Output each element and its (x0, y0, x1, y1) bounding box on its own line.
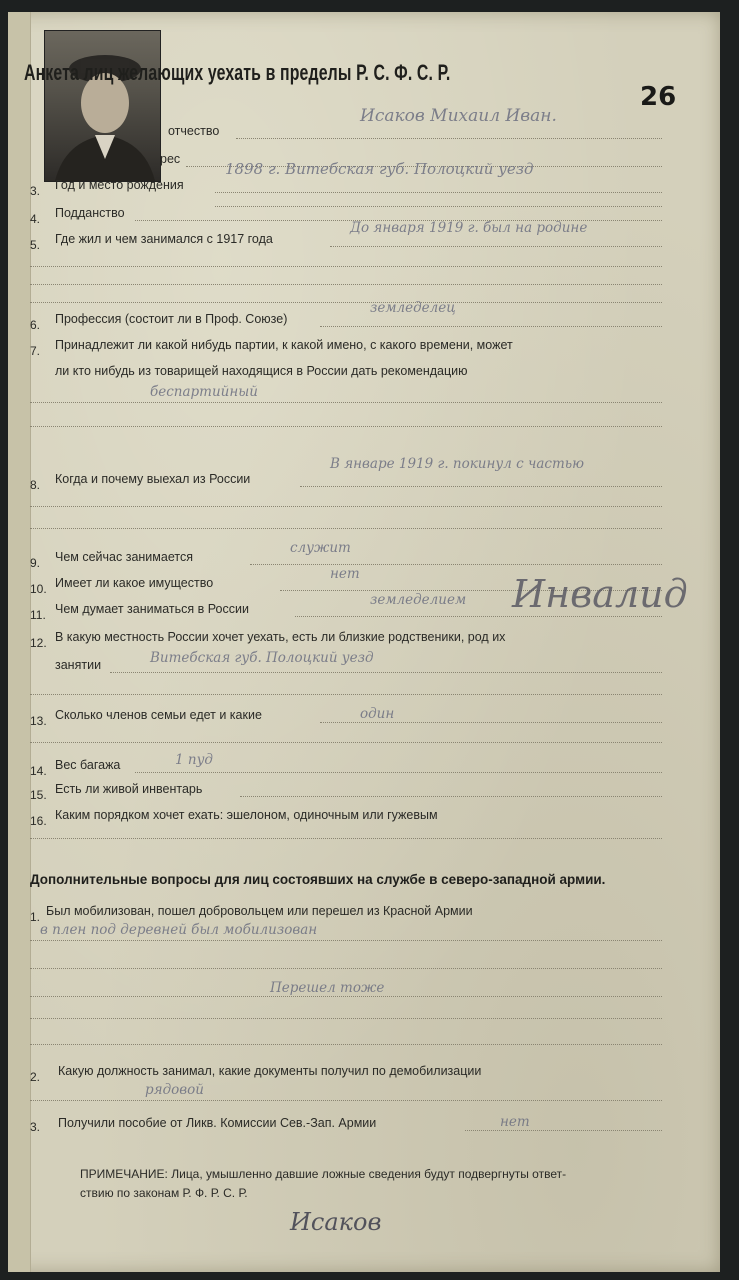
fill-line (30, 940, 662, 941)
extra-number: 3. (30, 1120, 41, 1134)
field-answer: В январе 1919 г. покинул с частью (330, 456, 585, 472)
fill-line (30, 742, 662, 743)
field-label: Где жил и чем занимался с 1917 года (55, 232, 273, 246)
field-label: рес (160, 152, 181, 166)
field-number: 13. (30, 714, 47, 728)
extra-label: Получили пособие от Ликв. Комиссии Сев.-Зап. Армии (58, 1116, 377, 1130)
field-label: Год и место рождения (55, 178, 184, 192)
fill-line (30, 284, 662, 285)
field-number: 4. (30, 212, 41, 226)
field-answer: земледелец (370, 300, 456, 316)
field-number: 11. (30, 608, 46, 622)
field-label: Имеет ли какое имущество (55, 576, 214, 590)
field-number: 14. (30, 764, 47, 778)
form-title: Анкета лиц желающих уехать в пределы Р. С. Ф. С. Р. (24, 60, 451, 85)
fill-line (30, 402, 662, 403)
invalid-stamp: Инвалид (512, 572, 688, 616)
extra-number: 1. (30, 910, 41, 924)
field-label-continued: ли кто нибудь из товарищей находящися в России дать рекомендацию (55, 364, 468, 378)
extra-answer: в плен под деревней был мобилизован (40, 922, 318, 938)
fill-line (30, 302, 662, 303)
extra-number: 2. (30, 1070, 41, 1084)
fill-line (215, 206, 662, 207)
fill-line (30, 694, 662, 695)
fill-line (30, 838, 662, 839)
fill-line (135, 772, 662, 773)
field-number: 12. (30, 636, 47, 650)
field-label: Когда и почему выехал из России (55, 472, 251, 486)
field-label: Принадлежит ли какой нибудь партии, к какой имено, с какого времени, может (55, 338, 513, 352)
fill-line (465, 1130, 662, 1131)
sheet-edge (8, 12, 31, 1272)
field-label: Подданство (55, 206, 125, 220)
fill-line (240, 796, 662, 797)
field-number: 8. (30, 478, 41, 492)
fill-line (30, 1018, 662, 1019)
extra-answer: нет (500, 1114, 530, 1130)
field-number: 15. (30, 788, 47, 802)
fill-line (330, 246, 662, 247)
field-label: Чем сейчас занимается (55, 550, 193, 564)
fill-line (300, 486, 662, 487)
note-label: ПРИМЕЧАНИЕ: (80, 1167, 168, 1181)
fill-line (110, 672, 662, 673)
field-number: 7. (30, 344, 41, 358)
field-answer: земледелием (370, 592, 467, 608)
field-label-continued: занятии (55, 658, 102, 672)
extra-answer-continued: Перешел тоже (270, 980, 385, 996)
field-label: Каким порядком хочет ехать: эшелоном, одиночным или гужевым (55, 808, 438, 822)
section-title: Дополнительные вопросы для лиц состоявших на службе в северо-западной армии. (30, 872, 606, 887)
field-answer: Исаков Михаил Иван. (360, 106, 557, 126)
fill-line (250, 564, 662, 565)
note (80, 1165, 566, 1184)
signature: Исаков (290, 1208, 382, 1236)
extra-answer: рядовой (145, 1082, 204, 1098)
note-text-continued: ствию по законам Р. Ф. Р. С. Р. (80, 1186, 248, 1200)
fill-line (320, 722, 662, 723)
field-number: 16. (30, 814, 47, 828)
fill-line (30, 266, 662, 267)
field-label: Сколько членов семьи едет и какие (55, 708, 262, 722)
note-text: Лица, умышленно давшие ложные сведения будут подвергнуты ответ- (171, 1167, 567, 1181)
field-answer: один (360, 706, 395, 722)
field-number: 9. (30, 556, 41, 570)
field-answer: беспартийный (150, 384, 258, 400)
field-number: 6. (30, 318, 41, 332)
fill-line (215, 192, 662, 193)
field-number: 5. (30, 238, 41, 252)
fill-line (30, 506, 662, 507)
field-label: Профессия (состоит ли в Проф. Союзе) (55, 312, 288, 326)
portrait-icon (45, 31, 160, 181)
fill-line (295, 616, 662, 617)
portrait-photo (44, 30, 161, 182)
field-number: 10. (30, 582, 47, 596)
field-number: 3. (30, 184, 41, 198)
field-label: Вес багажа (55, 758, 121, 772)
extra-label: Какую должность занимал, какие документы получил по демобилизации (58, 1064, 482, 1078)
field-label: Чем думает заниматься в России (55, 602, 249, 616)
fill-line (320, 326, 662, 327)
field-label: Есть ли живой инвентарь (55, 782, 203, 796)
fill-line (30, 1100, 662, 1101)
field-answer: служит (290, 540, 351, 556)
field-answer: нет (330, 566, 360, 582)
fill-line (30, 528, 662, 529)
field-answer: Витебская губ. Полоцкий уезд (150, 650, 374, 666)
page-number: 26 (640, 82, 677, 112)
field-answer: 1898 г. Витебская губ. Полоцкий уезд (225, 160, 534, 178)
fill-line (30, 426, 662, 427)
extra-label: Был мобилизован, пошел добровольцем или перешел из Красной Армии (46, 904, 473, 918)
fill-line (30, 968, 662, 969)
fill-line (236, 138, 662, 139)
field-answer: До января 1919 г. был на родине (350, 220, 588, 236)
field-answer: 1 пуд (175, 752, 213, 768)
fill-line (30, 996, 662, 997)
fill-line (30, 1044, 662, 1045)
field-label: В какую местность России хочет уехать, есть ли близкие родственики, род их (55, 630, 506, 644)
field-label: отчество (168, 124, 220, 138)
